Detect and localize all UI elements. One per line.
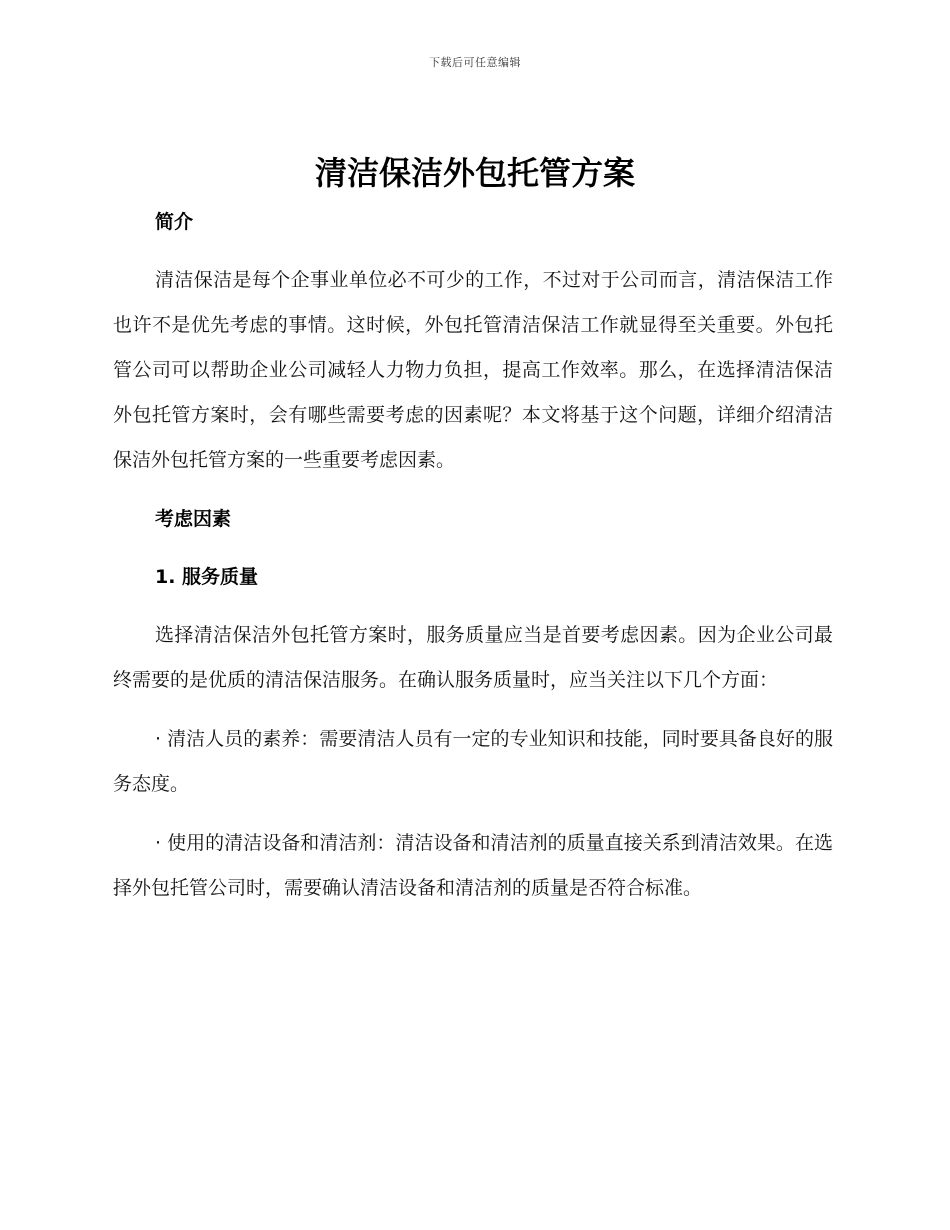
bullet-item-staff-quality: · 清洁人员的素养：需要清洁人员有一定的专业知识和技能，同时要具备良好的服务态度。	[113, 728, 833, 795]
intro-paragraph: 清洁保洁是每个企事业单位必不可少的工作，不过对于公司而言，清洁保洁工作也许不是优先考虑的事情。这时候，外包托管清洁保洁工作就显得至关重要。外包托管公司可以帮助企业公司减轻人力物力负担，提高工作效率。那么，在选择清洁保洁外包托管方案时，会有哪些需要考虑的因素呢？本文将基于这个问题，详细介绍清洁保洁外包托管方案的一些重要考虑因素。	[113, 269, 833, 471]
factors-heading: 考虑因素	[155, 508, 232, 530]
document-title: 清洁保洁外包托管方案	[314, 154, 635, 192]
header-note: 下载后可任意编辑	[429, 56, 521, 69]
service-quality-paragraph: 选择清洁保洁外包托管方案时，服务质量应当是首要考虑因素。因为企业公司最终需要的是优质的清洁保洁服务。在确认服务质量时，应当关注以下几个方面：	[113, 624, 833, 691]
document-body	[113, 200, 833, 911]
bullet-item-equipment: · 使用的清洁设备和清洁剂：清洁设备和清洁剂的质量直接关系到清洁效果。在选择外包托管公司时，需要确认清洁设备和清洁剂的质量是否符合标准。	[113, 832, 833, 899]
intro-heading: 简介	[155, 211, 194, 233]
service-quality-heading: 1. 服务质量	[155, 566, 259, 588]
